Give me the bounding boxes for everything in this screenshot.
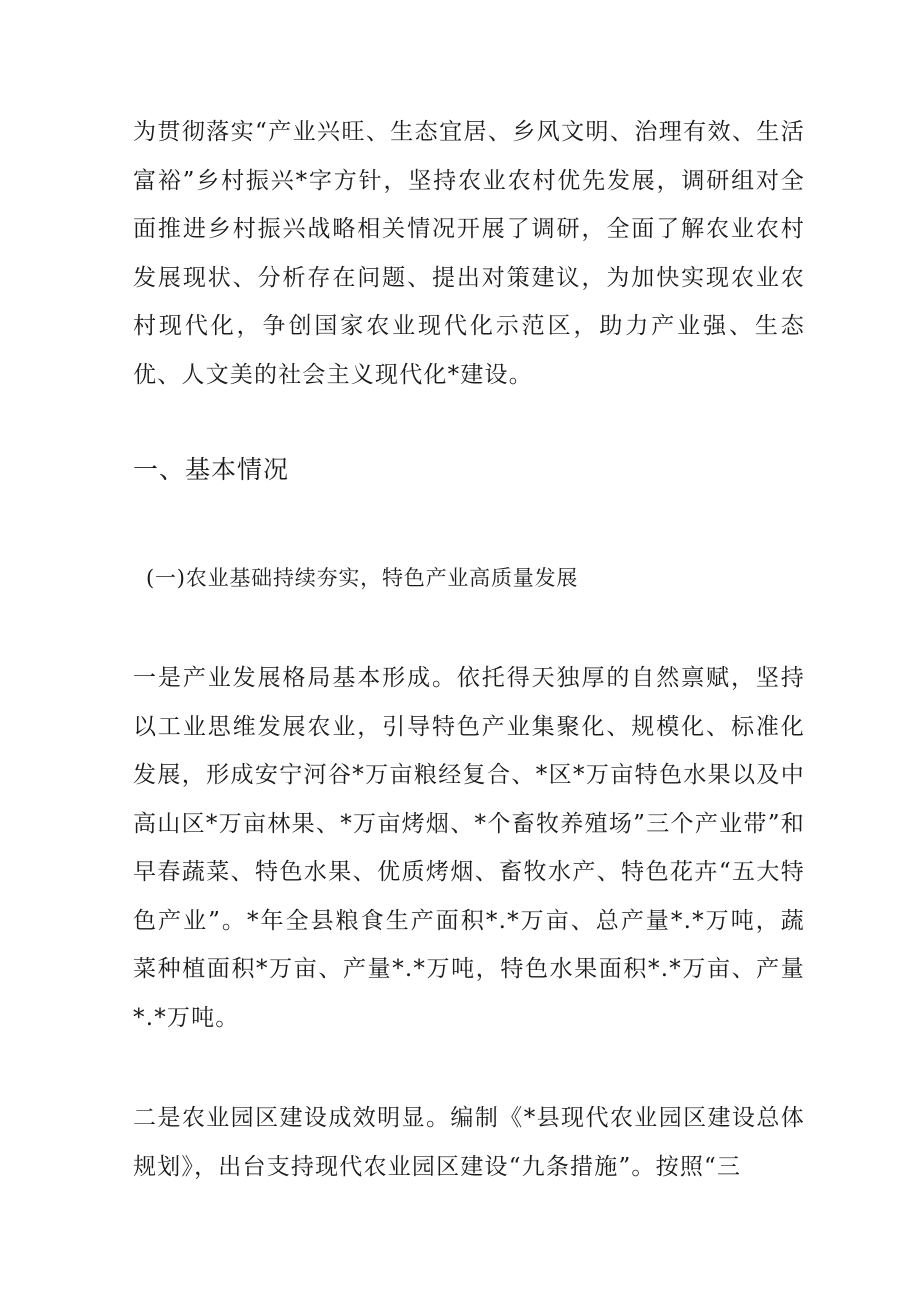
section-heading: 一、基本情况 bbox=[133, 455, 290, 484]
intro-paragraph: 为贯彻落实“产业兴旺、生态宜居、乡风文明、治理有效、生活富裕”乡村振兴*字方针，坚持农业农村优先发展，调研组对全面推进乡村振兴战略相关情况开展了调研，全面了解农业农村发展现状、分析存在问题、提出对策建议，为加快实现农业农村现代化，争创国家农业现代化示范区，助力产业强、生态优、人文美的社会主义现代化*建设。 bbox=[133, 119, 805, 388]
subsection-heading: (一)农业基础持续夯实，特色产业高质量发展 bbox=[146, 566, 579, 590]
paragraph-two: 二是农业园区建设成效明显。编制《*县现代农业园区建设总体规划》，出台支持现代农业园区建设“九条措施”。按照“三 bbox=[133, 1105, 805, 1180]
paragraph-one: 一是产业发展格局基本形成。依托得天独厚的自然禀赋，坚持以工业思维发展农业，引导特色产业集聚化、规模化、标准化发展，形成安宁河谷*万亩粮经复合、*区*万亩特色水果以及中高山区*万亩林果、*万亩烤烟、*个畜牧养殖场”三个产业带”和早春蔬菜、特色水果、优质烤烟、畜牧水产、特色花卉“五大特色产业”。*年全县粮食生产面积*.*万亩、总产量*.*万吨，蔬菜种植面积*万亩、产量*.*万吨，特色水果面积*.*万亩、产量*.*万吨。 bbox=[133, 665, 805, 1031]
